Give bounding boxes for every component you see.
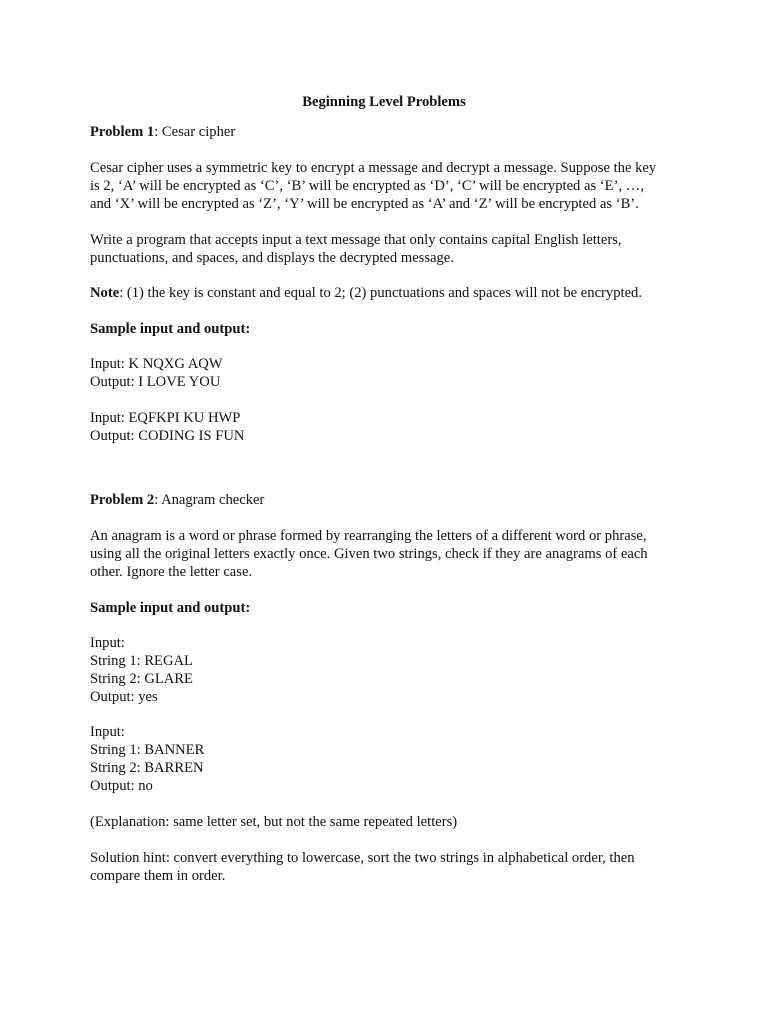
sample-output: Output: no — [90, 778, 153, 794]
sample-string1: String 1: BANNER — [90, 742, 205, 758]
problem2-hint-line: compare them in order. — [90, 868, 226, 884]
problem2-desc-line: using all the original letters exactly once. Given two strings, check if they are anagrams of each — [90, 546, 648, 562]
problem1-desc-line: and ‘X’ will be encrypted as ‘Z’, ‘Y’ will be encrypted as ‘A’ and ‘Z’ will be encrypted as ‘B’. — [90, 196, 639, 212]
problem2-heading — [90, 491, 264, 509]
problem1-heading — [90, 123, 235, 141]
sample-string2: String 2: GLARE — [90, 671, 193, 687]
sample-output: Output: yes — [90, 689, 158, 705]
sample-output: Output: I LOVE YOU — [90, 374, 221, 390]
problem1-task-line: punctuations, and spaces, and displays the decrypted message. — [90, 250, 454, 266]
problem1-name: : Cesar cipher — [154, 124, 236, 140]
problem1-note — [90, 284, 642, 302]
problem2-explanation: (Explanation: same letter set, but not the same repeated letters) — [90, 814, 458, 830]
problem2-hint-line: Solution hint: convert everything to lowercase, sort the two strings in alphabetical order, then — [90, 850, 635, 866]
sample-string1: String 1: REGAL — [90, 653, 193, 669]
problem2-label: Problem 2 — [90, 492, 155, 508]
sample-input: Input: — [90, 635, 125, 651]
problem1-task-line: Write a program that accepts input a text message that only contains capital English letters, — [90, 232, 622, 248]
note-text: : (1) the key is constant and equal to 2; (2) punctuations and spaces will not be encrypted. — [119, 285, 642, 301]
sample-input: Input: — [90, 724, 125, 740]
problem2-desc-line: An anagram is a word or phrase formed by rearranging the letters of a different word or phrase, — [90, 528, 647, 544]
sample-output: Output: CODING IS FUN — [90, 428, 245, 444]
problem2-desc-line: other. Ignore the letter case. — [90, 564, 253, 580]
page-title: Beginning Level Problems — [302, 94, 466, 110]
note-label: Note — [90, 285, 120, 301]
problem1-desc-line: Cesar cipher uses a symmetric key to encrypt a message and decrypt a message. Suppose the key — [90, 160, 657, 176]
problem2-name: : Anagram checker — [154, 492, 265, 508]
problem2-sample-heading: Sample input and output: — [90, 600, 251, 616]
sample-string2: String 2: BARREN — [90, 760, 204, 776]
problem1-desc-line: is 2, ‘A’ will be encrypted as ‘C’, ‘B’ will be encrypted as ‘D’, ‘C’ will be encrypted as ‘E’, …, — [90, 178, 644, 194]
problem1-label: Problem 1 — [90, 124, 155, 140]
sample-input: Input: EQFKPI KU HWP — [90, 410, 241, 426]
problem1-sample-heading: Sample input and output: — [90, 321, 251, 337]
sample-input: Input: K NQXG AQW — [90, 356, 223, 372]
